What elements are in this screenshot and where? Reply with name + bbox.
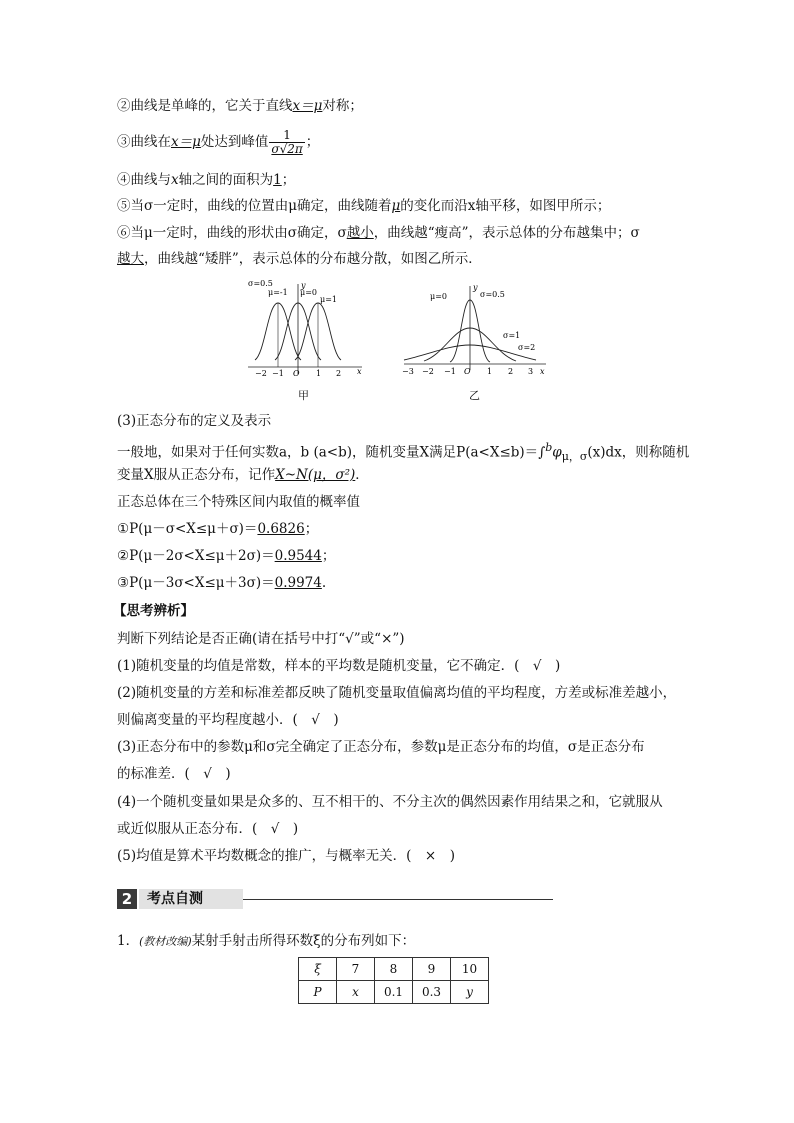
source-tag: (教材改编) [139, 935, 192, 948]
subscript: μ，σ [561, 450, 588, 464]
table-cell: 8 [375, 958, 413, 981]
text: . [321, 575, 327, 591]
label-sigma-05: σ=0.5 [480, 290, 505, 299]
integral-bound: b [545, 441, 553, 454]
text: 一般地，如果对于任何实数a，b (a<b)，随机变量X满足P(a<X≤b)＝∫ [117, 444, 546, 461]
table-cell: P [299, 981, 337, 1004]
label-sigma: σ=0.5 [248, 279, 273, 288]
table-cell: 0.1 [375, 981, 413, 1004]
text: ，曲线越“瘦高”，表示总体的分布越集中；σ [373, 225, 640, 241]
property-4 [117, 171, 295, 189]
peak-fraction [269, 129, 304, 156]
answer-blank: 0.9974 [274, 575, 322, 591]
label-sigma-2: σ=2 [518, 343, 536, 352]
answer-blank: x＝μ [171, 134, 201, 150]
text: ． [355, 467, 369, 483]
property-6-cont [117, 250, 482, 268]
tick-label: 2 [508, 367, 514, 376]
probability-2 [117, 547, 335, 565]
text: 轴之间的面积为 [178, 172, 274, 188]
property-2 [117, 97, 363, 115]
answer-blank: 0.6826 [257, 521, 305, 537]
text: 对称； [322, 98, 363, 114]
question-4-line-1: (4)一个随机变量如果是众多的、互不相干的、不分主次的偶然因素作用结果之和，它就服从 [117, 794, 663, 810]
text: ； [281, 172, 296, 188]
probability-intro: 正态总体在三个特殊区间内取值的概率值 [117, 494, 360, 510]
text: ①P(μ－σ<X≤μ＋σ)＝ [117, 521, 258, 537]
tick-label: −3 [402, 367, 414, 376]
text: ④曲线与 [117, 172, 171, 188]
property-5 [117, 197, 610, 215]
section-header [117, 889, 437, 911]
figure-jia [240, 278, 372, 400]
tick-label: O [464, 367, 471, 376]
text: ⑤当σ一定时，曲线的位置由μ确定，曲线随着 [117, 198, 392, 214]
text: x [171, 172, 179, 188]
text: 的变化而沿x轴平移，如图甲所示； [400, 198, 611, 214]
answer-blank: 越大 [117, 251, 144, 267]
tick-label: −1 [272, 369, 284, 378]
table-cell: y [451, 981, 489, 1004]
text: ③曲线在 [117, 134, 171, 150]
answer-blank: X~N(μ，σ²) [275, 467, 356, 483]
fraction-denominator: σ√2π [271, 142, 303, 156]
section-number: 2 [117, 889, 137, 909]
text: ； [304, 521, 319, 537]
table-cell: 9 [413, 958, 451, 981]
tick-label: 2 [336, 369, 342, 378]
answer-blank: 越小 [346, 225, 374, 241]
probability-3 [117, 574, 326, 592]
text: ②P(μ－2σ<X≤μ＋2σ)＝ [117, 548, 275, 564]
probability-1 [117, 520, 318, 538]
definition-line-1 [117, 439, 689, 466]
distribution-table [298, 957, 489, 1004]
judge-instruction: 判断下列结论是否正确(请在括号中打“√”或“×”) [117, 631, 405, 647]
text: ③P(μ－3σ<X≤μ＋3σ)＝ [117, 575, 275, 591]
label-mu-1: μ=1 [320, 295, 337, 304]
question-3-line-2: 的标准差．( √ ) [117, 766, 231, 782]
label-mu-0: μ=0 [300, 288, 317, 297]
text: 某射手射击所得环数ξ的分布列如下： [191, 933, 416, 949]
fraction-numerator: 1 [269, 129, 304, 143]
table-cell: ξ [299, 958, 337, 981]
question-5: (5)均值是算术平均数概念的推广，与概率无关．( × ) [117, 848, 455, 864]
answer-blank: μ [391, 198, 401, 214]
section-divider [243, 899, 553, 900]
question-3-line-1: (3)正态分布中的参数μ和σ完全确定了正态分布，参数μ是正态分布的均值，σ是正态分布 [117, 739, 645, 755]
text: ②曲线是单峰的，它关于直线 [117, 98, 293, 114]
text: 1． [117, 933, 140, 949]
text: ； [321, 548, 336, 564]
text: φ [552, 444, 562, 461]
tick-label: 1 [487, 367, 493, 376]
tick-label: x [357, 367, 362, 376]
definition-line-2 [117, 466, 369, 484]
exercise-1 [117, 932, 415, 951]
question-4-line-2: 或近似服从正态分布．( √ ) [117, 821, 299, 837]
text: (x)dx，则称随机 [587, 444, 690, 461]
tick-label: x [540, 367, 545, 376]
tick-label: O [293, 369, 300, 378]
think-heading: 【思考辨析】 [113, 603, 194, 619]
tick-label: 1 [316, 369, 322, 378]
question-2-line-2: 则偏离变量的平均程度越小．( √ ) [117, 712, 339, 728]
property-3 [117, 128, 319, 156]
text: 处达到峰值 [200, 134, 269, 150]
tick-label: −2 [422, 367, 434, 376]
tick-label: −1 [444, 367, 456, 376]
answer-blank: 0.9544 [274, 548, 322, 564]
tick-label: −2 [255, 369, 267, 378]
answer-blank: 1 [273, 172, 282, 188]
text: 变量X服从正态分布，记作 [117, 467, 276, 483]
table-row [299, 958, 489, 981]
table-cell: 10 [451, 958, 489, 981]
table-cell: 0.3 [413, 981, 451, 1004]
question-2-line-1: (2)随机变量的方差和标准差都反映了随机变量取值偏离均值的平均程度，方差或标准差越小， [117, 685, 677, 701]
table-cell: x [337, 981, 375, 1004]
text: ⑥当μ一定时，曲线的形状由σ确定，σ [117, 225, 347, 241]
section-title: 考点自测 [139, 889, 243, 909]
y-label: y [473, 283, 478, 292]
table-cell: 7 [337, 958, 375, 981]
heading-normal-distribution: (3)正态分布的定义及表示 [117, 413, 272, 429]
question-1: (1)随机变量的均值是常数，样本的平均数是随机变量，它不确定．( √ ) [117, 658, 561, 674]
figure-caption-jia: 甲 [298, 389, 309, 402]
y-label: y [301, 281, 306, 290]
figure-yi [400, 282, 550, 397]
text: ； [305, 134, 320, 150]
figure-caption-yi: 乙 [469, 389, 480, 402]
text: ，曲线越“矮胖”，表示总体的分布越分散，如图乙所示． [144, 251, 482, 267]
label-mu-m1: μ=-1 [268, 288, 288, 297]
label-sigma-1: σ=1 [503, 331, 521, 340]
property-6 [117, 224, 640, 242]
table-row [299, 981, 489, 1004]
tick-label: 3 [528, 367, 534, 376]
label-mu: μ=0 [430, 292, 447, 301]
answer-blank: x＝μ [292, 98, 323, 114]
